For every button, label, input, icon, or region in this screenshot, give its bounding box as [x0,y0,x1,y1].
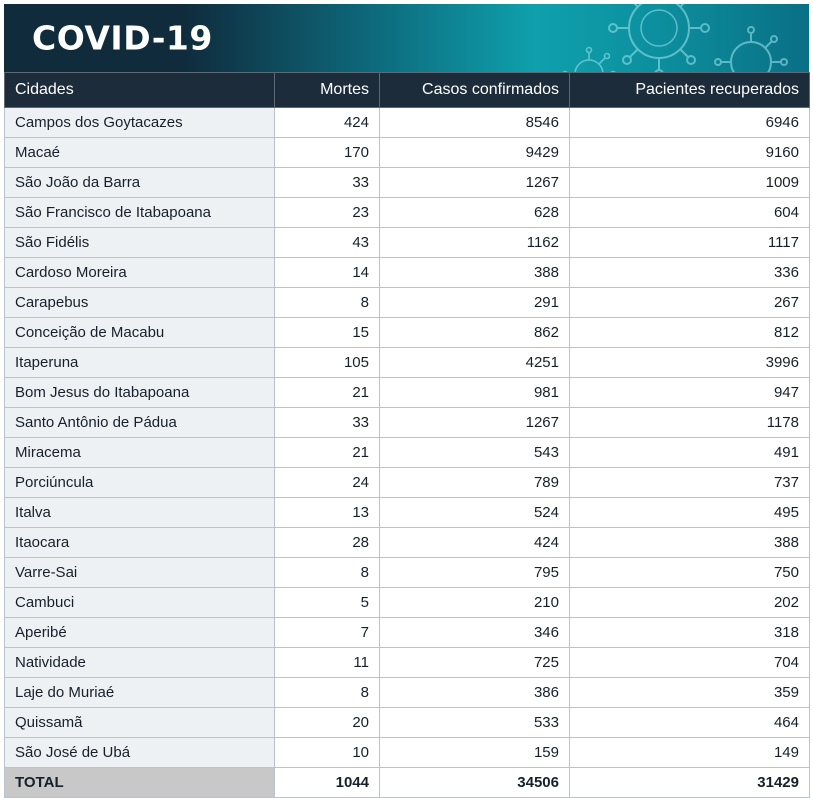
cell-recovered: 704 [570,648,810,678]
cell-confirmed: 533 [380,708,570,738]
cell-city: São José de Ubá [5,738,275,768]
cell-confirmed: 524 [380,498,570,528]
cell-deaths: 170 [275,138,380,168]
table-header-row [5,73,810,108]
cell-city: Miracema [5,438,275,468]
cell-recovered: 495 [570,498,810,528]
cell-deaths: 7 [275,618,380,648]
cell-city: São Fidélis [5,228,275,258]
cell-confirmed: 159 [380,738,570,768]
page-title: COVID-19 [32,18,213,58]
table-row [5,378,810,408]
cell-total-label: TOTAL [5,768,275,798]
table-total-row [5,768,810,798]
table-row [5,738,810,768]
cell-recovered: 1009 [570,168,810,198]
cell-recovered: 149 [570,738,810,768]
cell-city: São Francisco de Itabapoana [5,198,275,228]
cell-city: Itaperuna [5,348,275,378]
cell-city: Porciúncula [5,468,275,498]
cell-deaths: 8 [275,558,380,588]
cell-recovered: 604 [570,198,810,228]
cell-recovered: 9160 [570,138,810,168]
cell-confirmed: 8546 [380,108,570,138]
cell-recovered: 318 [570,618,810,648]
cell-deaths: 33 [275,408,380,438]
table-row [5,198,810,228]
column-header-mortes[interactable]: Mortes [275,73,380,108]
cell-confirmed: 4251 [380,348,570,378]
table-row [5,108,810,138]
cell-recovered: 267 [570,288,810,318]
cell-city: Italva [5,498,275,528]
cell-deaths: 15 [275,318,380,348]
cell-city: Quissamã [5,708,275,738]
cell-confirmed: 981 [380,378,570,408]
cell-city: Itaocara [5,528,275,558]
cell-deaths: 33 [275,168,380,198]
cell-confirmed: 628 [380,198,570,228]
table-row [5,228,810,258]
cell-recovered: 812 [570,318,810,348]
cell-confirmed: 543 [380,438,570,468]
cell-deaths: 13 [275,498,380,528]
cell-deaths: 8 [275,288,380,318]
cell-deaths: 11 [275,648,380,678]
cell-deaths: 28 [275,528,380,558]
cell-total-confirmed: 34506 [380,768,570,798]
table-row [5,588,810,618]
cell-recovered: 464 [570,708,810,738]
cell-confirmed: 862 [380,318,570,348]
cell-deaths: 23 [275,198,380,228]
cell-deaths: 20 [275,708,380,738]
column-header-pacientes-recuperados[interactable]: Pacientes recuperados [570,73,810,108]
cell-city: Natividade [5,648,275,678]
cell-city: Aperibé [5,618,275,648]
table-row [5,168,810,198]
table-body [5,108,810,798]
cell-deaths: 24 [275,468,380,498]
table-row [5,258,810,288]
cell-deaths: 21 [275,438,380,468]
cell-total-recovered: 31429 [570,768,810,798]
cell-recovered: 336 [570,258,810,288]
cell-confirmed: 9429 [380,138,570,168]
cell-recovered: 750 [570,558,810,588]
column-header-casos-confirmados[interactable]: Casos confirmados [380,73,570,108]
table-row [5,318,810,348]
table-row [5,348,810,378]
cell-city: Cambuci [5,588,275,618]
cell-recovered: 491 [570,438,810,468]
cell-city: Campos dos Goytacazes [5,108,275,138]
cell-deaths: 21 [275,378,380,408]
cell-deaths: 105 [275,348,380,378]
cell-recovered: 1117 [570,228,810,258]
cell-city: Laje do Muriaé [5,678,275,708]
cell-confirmed: 210 [380,588,570,618]
cell-city: Carapebus [5,288,275,318]
cell-city: Cardoso Moreira [5,258,275,288]
cell-recovered: 388 [570,528,810,558]
table-row [5,408,810,438]
cell-deaths: 5 [275,588,380,618]
covid-data-table [4,72,810,798]
cell-confirmed: 291 [380,288,570,318]
cell-confirmed: 424 [380,528,570,558]
cell-deaths: 14 [275,258,380,288]
cell-confirmed: 1267 [380,408,570,438]
cell-city: São João da Barra [5,168,275,198]
coronavirus-icon [459,4,799,72]
cell-recovered: 3996 [570,348,810,378]
cell-recovered: 1178 [570,408,810,438]
cell-city: Bom Jesus do Itabapoana [5,378,275,408]
table-row [5,288,810,318]
cell-confirmed: 725 [380,648,570,678]
cell-confirmed: 388 [380,258,570,288]
cell-deaths: 10 [275,738,380,768]
cell-recovered: 737 [570,468,810,498]
cell-deaths: 43 [275,228,380,258]
table-row [5,468,810,498]
table-row [5,438,810,468]
cell-recovered: 6946 [570,108,810,138]
cell-recovered: 359 [570,678,810,708]
cell-recovered: 947 [570,378,810,408]
table-row [5,618,810,648]
cell-recovered: 202 [570,588,810,618]
cell-city: Santo Antônio de Pádua [5,408,275,438]
covid-banner [4,4,809,72]
cell-city: Conceição de Macabu [5,318,275,348]
cell-confirmed: 789 [380,468,570,498]
cell-confirmed: 1162 [380,228,570,258]
cell-city: Varre-Sai [5,558,275,588]
cell-confirmed: 795 [380,558,570,588]
cell-confirmed: 386 [380,678,570,708]
cell-deaths: 8 [275,678,380,708]
column-header-cidades[interactable]: Cidades [5,73,275,108]
table-row [5,498,810,528]
table-row [5,558,810,588]
table-row [5,678,810,708]
cell-total-deaths: 1044 [275,768,380,798]
covid-table-page [0,4,813,791]
cell-confirmed: 346 [380,618,570,648]
table-row [5,528,810,558]
cell-city: Macaé [5,138,275,168]
table-row [5,138,810,168]
table-row [5,708,810,738]
cell-deaths: 424 [275,108,380,138]
cell-confirmed: 1267 [380,168,570,198]
table-row [5,648,810,678]
